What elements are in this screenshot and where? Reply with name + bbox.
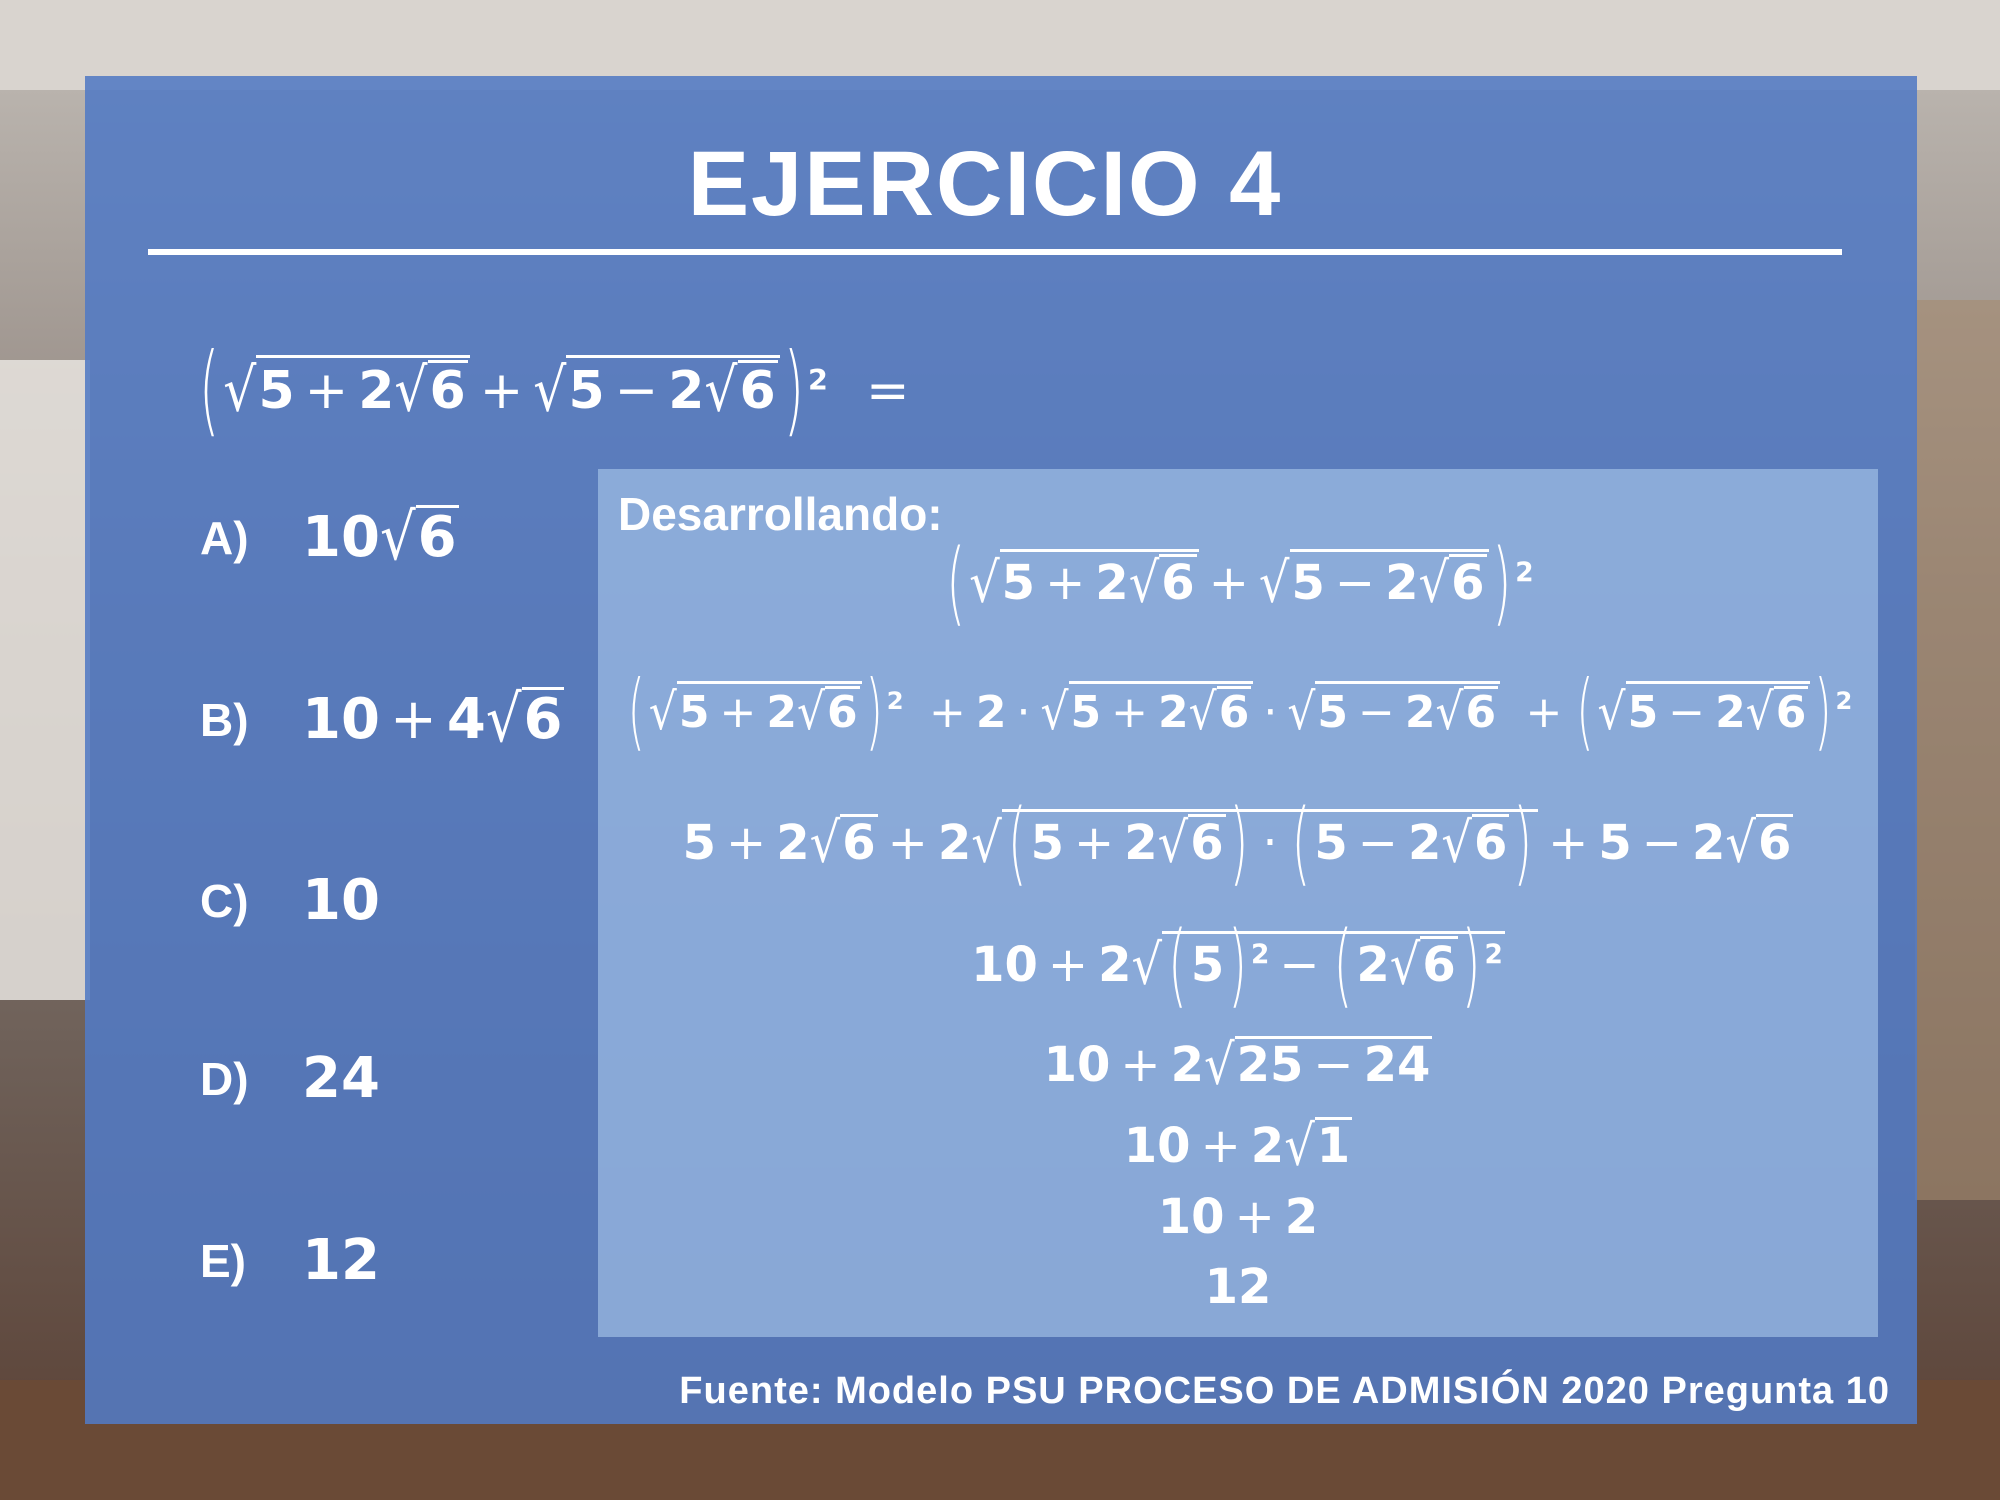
solution-step-1: (√5 + 2√6 + √5 − 2√6 ) $^2$ [946,529,1534,637]
solution-label: Desarrollando: [618,488,943,540]
option-a[interactable]: A) 10√6 [200,500,457,575]
background-window [0,360,90,1000]
solution-step-7: 10 + 2 [1157,1189,1319,1245]
source-caption: Fuente: Modelo PSU PROCESO DE ADMISIÓN 2020 Pregunta 10 [679,1370,1890,1412]
solution-step-8: 12 [1204,1259,1272,1315]
solution-step-4: 10 + 2√ (5) $^2$ − (2√6 ) $^2$ [971,911,1503,1019]
solution-step-3: 5 + 2√6 + 2√ (5 + 2√6 ) · (5 − 2√6 ) + 5 − 2√6 [682,789,1792,897]
slide-title: EJERCICIO 4 [687,133,1283,235]
solution-box [598,469,1878,1337]
option-e[interactable]: E) 12 [200,1228,380,1293]
solution-step-2: (√5 + 2√6 ) $^2$ + 2 · √5 + 2√6 · √5 − 2√6 + (√5 − 2√6 ) $^2$ [627,664,1853,761]
option-b[interactable]: B) 10 + 4√6 [200,682,563,757]
title-divider [148,249,1842,255]
option-d[interactable]: D) 24 [200,1046,380,1111]
solution-step-6: 10 + 2√1 [1123,1113,1351,1179]
solution-step-5: 10 + 2√25 − 24 [1043,1032,1431,1098]
option-c[interactable]: C) 10 [200,868,380,933]
background-shelf [1915,300,2000,1200]
problem-expression: (√5 + 2√6 + √5 − 2√6 ) $^2$ = [199,334,910,448]
